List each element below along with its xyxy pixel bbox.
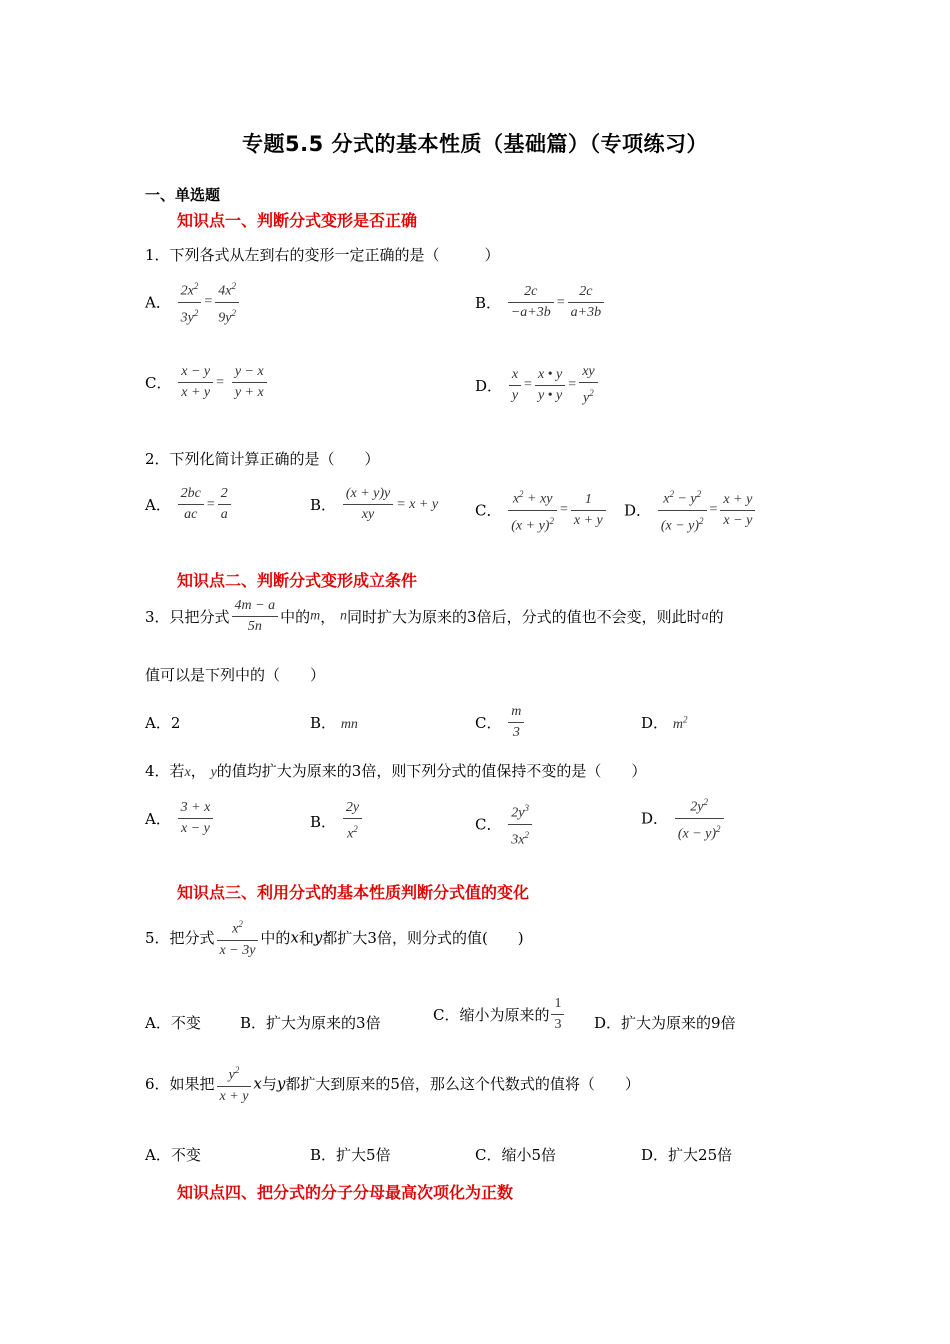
q2-option-b: B． $\frac{(x + y)y}{xy}$ = x + y [310,486,439,522]
option-label: A． [145,810,171,828]
q6-option-b: B．扩大5倍 [310,1146,391,1164]
option-label: C． [475,714,502,732]
question-4-stem: 4．若x， y的值均扩大为原来的3倍，则下列分式的值保持不变的是（ ） [145,762,647,780]
q2-option-a: A． $\frac{2bc}{ac}$ = $\frac{2}{a}$ [145,484,233,525]
section-heading: 一、单选题 [145,186,221,204]
q3-option-a: A．2 [145,714,181,732]
option-label: C． [475,815,502,834]
q3-option-c: C． $\frac{m}{3}$ [475,702,526,743]
option-label: D． [624,501,652,520]
knowledge-point-2: 知识点二、判断分式变形成立条件 [177,571,418,590]
option-label: C． [145,374,172,392]
q5-option-b: B．扩大为原来的3倍 [240,1014,381,1032]
q5-option-c: C．缩小为原来的 $\frac{1}{3}$ [433,994,566,1035]
q1-option-c: C． $\frac{x - y}{x + y}$ = $\frac{y - x}{y + x}$ [145,362,269,403]
option-label: D． [475,376,503,395]
option-label: B． [310,496,337,514]
q6-option-a: A．不变 [145,1146,201,1164]
question-1-stem: 1．下列各式从左到右的变形一定正确的是（ ） [145,246,500,264]
option-label: A． [145,293,171,312]
option-label: D． [641,809,669,828]
q4-option-b: B． $\frac{2y}{x^2}$ [310,798,364,845]
q4-option-c: C． $\frac{2y^3}{3x^2}$ [475,798,534,850]
q5-option-d: D．扩大为原来的9倍 [594,1014,736,1032]
q4-option-a: A． $\frac{3 + x}{x - y}$ [145,798,215,839]
q3-option-d: D． $m^2$ [641,714,688,732]
option-label: B． [475,294,502,312]
q1-option-a: A． $\frac{2x^2}{3y^2}$ = $\frac{4x^2}{9y^2}$ [145,276,241,328]
question-2-stem: 2．下列化简计算正确的是（ ） [145,450,380,468]
page-title: 专题5.5 分式的基本性质（基础篇）（专项练习） [241,132,708,156]
knowledge-point-1: 知识点一、判断分式变形是否正确 [177,211,418,230]
q1-option-d: D． $\frac{x}{y}$ = $\frac{x • y}{y • y}$ = $\frac{xy}{y^2}$ [475,362,600,409]
q6-option-d: D．扩大25倍 [641,1146,733,1164]
question-3-stem: 3．只把分式 $\frac{4m - a}{5n}$ 中的m， n同时扩大为原来的3倍后，分式的值也不会变，则此时a的 [145,598,724,634]
knowledge-point-3: 知识点三、利用分式的基本性质判断分式值的变化 [177,883,530,902]
q5-option-a: A．不变 [145,1014,201,1032]
option-label: C． [475,501,502,520]
option-label: D． [641,714,669,732]
q1-option-b: B． $\frac{2c}{-a+3b}$ = $\frac{2c}{a+3b}$ [475,282,606,323]
q4-option-d: D． $\frac{2y^2}{(x - y)^2}$ [641,792,726,844]
option-label: A． [145,496,171,514]
q6-option-c: C．缩小5倍 [475,1146,557,1164]
q3-option-b: B． mn [310,714,358,732]
question-6-stem: 6．如果把 $\frac{y^2}{x + y}$ x与y都扩大到原来的5倍，那么这个代数式的值将（ ） [145,1060,640,1107]
question-3-line2: 值可以是下列中的（ ） [145,666,326,684]
option-label: B． [310,812,337,831]
question-5-stem: 5．把分式 $\frac{x^2}{x - 3y}$ 中的x和y都扩大3倍，则分式的值( ) [145,914,524,961]
option-label: B． [310,714,337,732]
knowledge-point-4: 知识点四、把分式的分子分母最高次项化为正数 [177,1183,514,1202]
q2-option-c: C． $\frac{x^2 + xy}{(x + y)^2}$ = $\frac{1}{x + y}$ [475,484,608,536]
q2-option-d: D． $\frac{x^2 - y^2}{(x - y)^2}$ = $\frac{x + y}{x - y}$ [624,484,757,536]
